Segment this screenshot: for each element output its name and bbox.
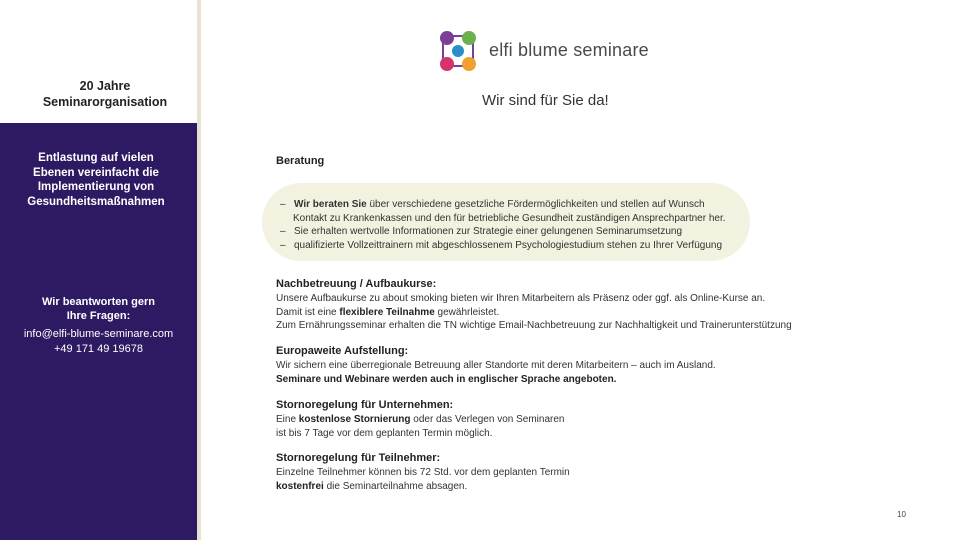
page-headline: Wir sind für Sie da! (482, 92, 609, 109)
logo-center-blue (452, 45, 464, 57)
emphasis: kostenlose Stornierung (298, 414, 411, 425)
text-line (276, 306, 792, 320)
text: gewährleistet. (434, 306, 500, 318)
text-line (276, 413, 564, 427)
list-item: – Wir beraten Sie über verschiedene gesetzliche Fördermöglichkeiten und stellen auf Wunsch (280, 199, 705, 210)
tagline-line: Gesundheitsmaßnahmen (27, 195, 165, 208)
contact-phone: +49 171 49 19678 (53, 343, 143, 355)
text: Sie erhalten wertvolle Informationen zur Strategie einer gelungenen Seminarumsetzung (294, 226, 683, 237)
contact-question (39, 296, 159, 323)
text-line: Unsere Aufbaukurse zu about smoking bieten wir Ihren Mitarbeitern als Präsenz oder ggf. als Online-Kurse an. (276, 293, 766, 304)
storno-unternehmen-text (276, 413, 564, 440)
beratung-bullets (280, 198, 726, 252)
nachbetreuung-text (276, 292, 792, 333)
section-title-storno-unternehmen: Stornoregelung für Unternehmen: (276, 399, 454, 411)
org-title-line: 20 Jahre (79, 79, 131, 93)
logo-petal-purple (440, 31, 454, 45)
contact-email[interactable]: info@elfi-blume-seminare.com (23, 328, 174, 340)
text: die Seminarteilnahme absagen. (323, 480, 468, 492)
emphasis: flexiblere Teilnahme (339, 306, 435, 318)
text: über verschiedene gesetzliche Fördermöglichkeiten und stellen auf Wunsch (366, 199, 705, 210)
emphasis: kostenfrei (276, 480, 324, 492)
storno-teilnehmer-text (276, 466, 570, 493)
text: qualifizierte Vollzeittrainern mit abgeschlossenem Psychologiestudium stehen zu Ihrer Verfügung (294, 239, 723, 251)
org-title-line: Seminarorganisation (42, 95, 168, 109)
text-line: Einzelne Teilnehmer können bis 72 Std. vor dem geplanten Termin (276, 467, 570, 478)
logo-petal-pink (440, 57, 454, 71)
text-line (276, 480, 570, 494)
tagline-line: Ebenen vereinfacht die (33, 166, 159, 179)
list-item-continuation: Kontakt zu Krankenkassen und den für betriebliche Gesundheit zuständigen Ansprechpartner her. (293, 212, 726, 224)
emphasis: Seminare und Webinare werden auch in englischer Sprache angeboten. (276, 373, 617, 385)
list-item: – Sie erhalten wertvolle Informationen zur Strategie einer gelungenen Seminarumsetzung (280, 226, 683, 237)
text: oder das Verlegen von Seminaren (410, 414, 565, 425)
text: Eine (276, 414, 299, 425)
brand-name: elfi blume seminare (489, 40, 649, 60)
section-title-europaweit: Europaweite Aufstellung: (276, 345, 409, 357)
text-line (276, 373, 716, 387)
text-line: Wir sichern eine überregionale Betreuung aller Standorte mit deren Mitarbeitern – auch im Ausland. (276, 360, 716, 371)
section-title-nachbetreuung: Nachbetreuung / Aufbaukurse: (276, 278, 437, 290)
emphasis: Wir beraten Sie (294, 199, 367, 210)
tagline-line: Implementierung von (37, 181, 155, 193)
contact-block (0, 296, 197, 357)
org-title (0, 78, 210, 110)
page-number: 10 (897, 510, 906, 519)
logo-petal-orange (462, 57, 476, 71)
text-line: Zum Ernährungsseminar erhalten die TN wichtige Email-Nachbetreuung zur Nachhaltigkeit und Trainerunterstützung (276, 320, 792, 331)
section-title-beratung: Beratung (276, 155, 325, 167)
sidebar-tagline (25, 151, 167, 209)
contact-question-line: Wir beantworten gern (42, 296, 155, 308)
section-title-storno-teilnehmer: Stornoregelung für Teilnehmer: (276, 452, 441, 464)
tagline-line: Entlastung auf vielen (38, 152, 154, 164)
europaweit-text (276, 359, 716, 386)
logo-icon (433, 26, 483, 76)
list-item: – qualifizierte Vollzeittrainern mit abgeschlossenem Psychologiestudium stehen zu Ihrer Verfügung (280, 239, 723, 251)
text: Damit ist eine (276, 306, 340, 318)
contact-question-line: Ihre Fragen: (66, 309, 131, 322)
logo-petal-green (462, 31, 476, 45)
text-line: ist bis 7 Tage vor dem geplanten Termin möglich. (276, 427, 493, 439)
